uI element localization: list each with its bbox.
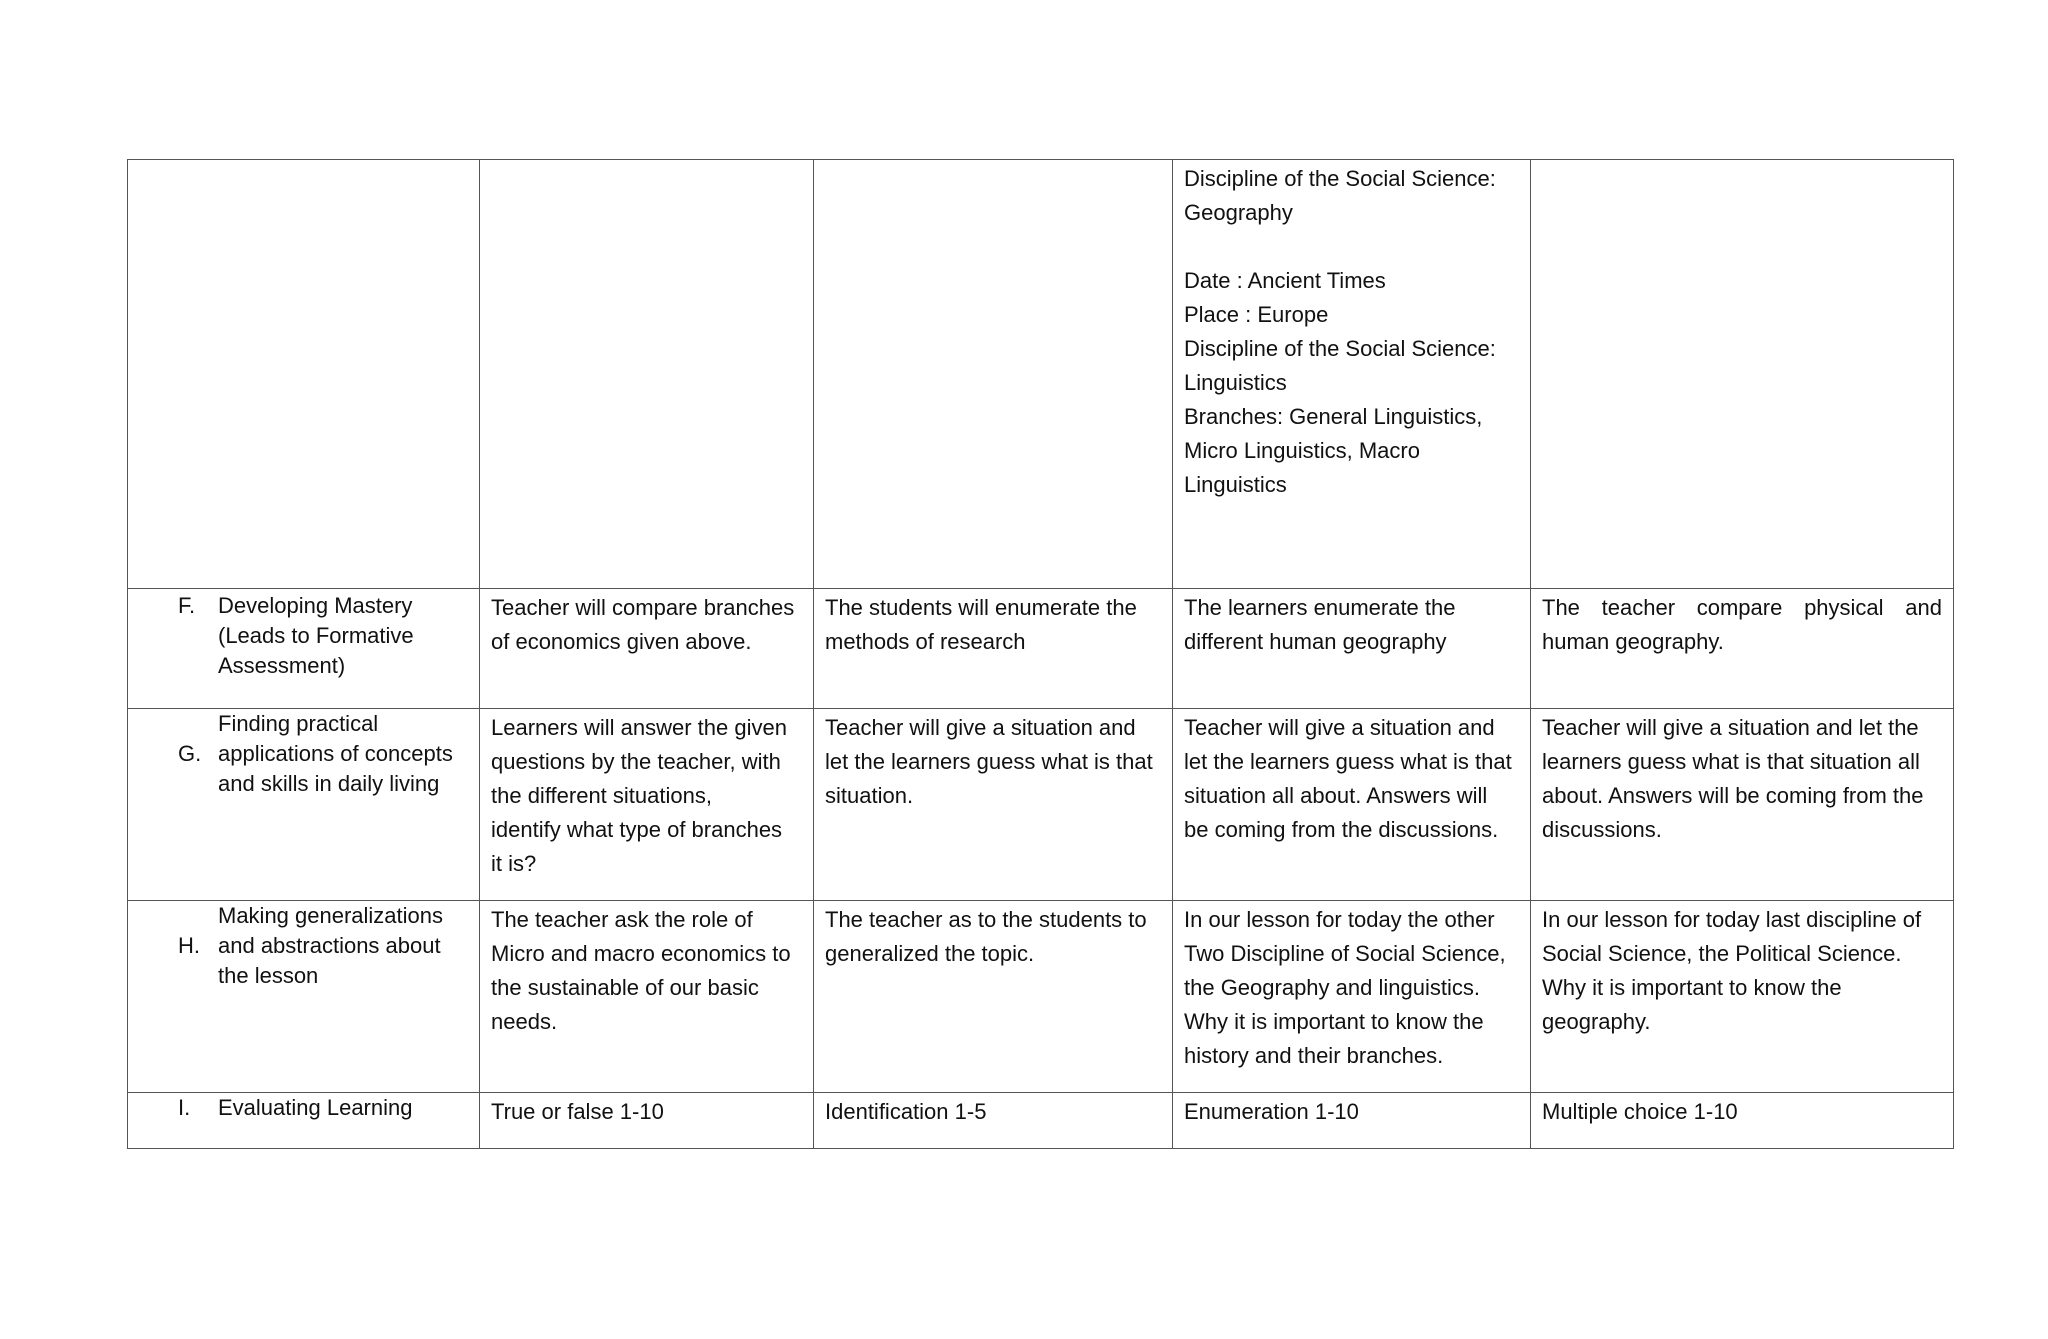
row-label [128,589,479,681]
row-label-cell [128,1093,480,1149]
table-cell-empty [814,160,1173,589]
cell-text: In our lesson for today the other Two Discipline of Social Science, the Geography and linguistics. Why it is important to know the history and their branches. [1184,907,1506,1068]
row-label-cell [128,589,480,709]
row-label [128,709,479,799]
cell-text: Discipline of the Social Science: Geography Date : Ancient Times Place : Europe Discipline of the Social Science: Linguistics Branches: General Linguistics, Micro Linguistics, Macro Linguistics [1184,166,1496,497]
row-letter: F. [178,593,196,618]
cell-text: The teacher ask the role of Micro and macro economics to the sustainable of our basic needs. [491,907,791,1034]
cell-text: The teacher as to the students to generalized the topic. [825,907,1147,966]
table-cell [480,901,814,1093]
cell-text: In our lesson for today last discipline of Social Science, the Political Science. Why it is important to know the geography. [1542,907,1922,1034]
lesson-plan-table [127,159,1954,1149]
row-label-cell [128,901,480,1093]
cell-text: Teacher will give a situation and let the learners guess what is that situation all about. Answers will be coming from the discussions. [1184,715,1512,842]
cell-text: Teacher will give a situation and let the learners guess what is that situation. [825,715,1153,808]
table-cell [814,709,1173,901]
table-cell [1173,1093,1531,1149]
cell-text: Identification 1-5 [825,1099,987,1124]
table-row-generalizations [128,901,1954,1093]
table-cell [480,1093,814,1149]
row-letter: G. [178,741,202,766]
table-cell-empty [480,160,814,589]
table-row-evaluating-learning [128,1093,1954,1149]
table-cell [814,901,1173,1093]
cell-text: Multiple choice 1-10 [1542,1099,1738,1124]
table-cell [1173,901,1531,1093]
row-label-text: Making generalizations and abstractions about the lesson [218,903,444,988]
table-cell [1531,1093,1954,1149]
row-label [128,1093,479,1123]
table-cell [814,1093,1173,1149]
row-label-text: Finding practical applications of concepts and skills in daily living [218,711,453,796]
table-cell-discipline-info [1173,160,1531,589]
cell-text: Learners will answer the given questions by the teacher, with the different situations, identify what type of branches it is? [491,715,787,876]
row-letter: I. [178,1095,191,1120]
cell-text: Teacher will give a situation and let the learners guess what is that situation all about. Answers will be coming from the discussions. [1542,715,1924,842]
cell-text: The teacher compare physical and human geography. [1542,595,1942,654]
table-cell [1531,709,1954,901]
row-label-text: Evaluating Learning [218,1095,413,1120]
table-cell [1531,589,1954,709]
cell-text: The students will enumerate the methods of research [825,595,1137,654]
table-row-practical-applications [128,709,1954,901]
table-cell-empty [128,160,480,589]
table-cell [1531,901,1954,1093]
cell-text: Teacher will compare branches of economics given above. [491,595,795,654]
cell-text: True or false 1-10 [491,1099,664,1124]
row-label-text: Developing Mastery (Leads to Formative Assessment) [218,593,414,678]
row-label [128,901,479,991]
cell-text: The learners enumerate the different human geography [1184,595,1456,654]
table-cell [1173,589,1531,709]
table-cell [1173,709,1531,901]
table-row-developing-mastery [128,589,1954,709]
row-label-cell [128,709,480,901]
row-letter: H. [178,933,200,958]
table-cell-empty [1531,160,1954,589]
table-cell [480,709,814,901]
table-row-continued [128,160,1954,589]
cell-text: Enumeration 1-10 [1184,1099,1359,1124]
table-cell [814,589,1173,709]
table-cell [480,589,814,709]
